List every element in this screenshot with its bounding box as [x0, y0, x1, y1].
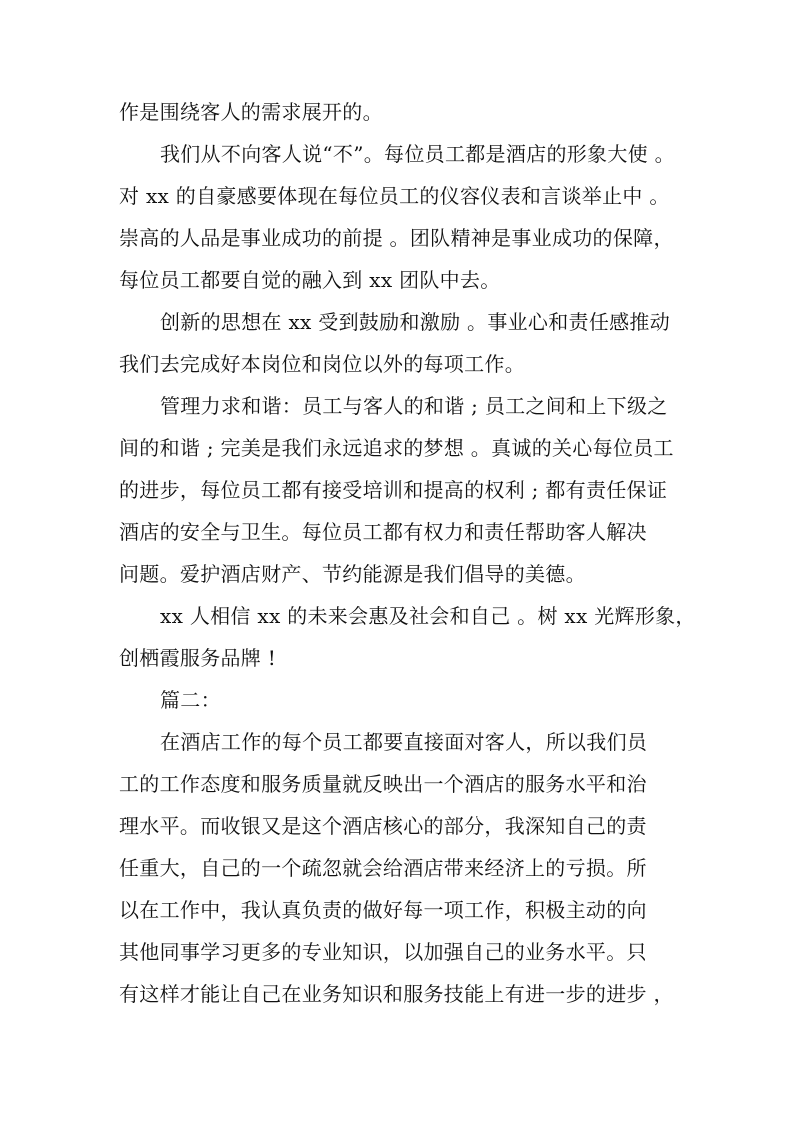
text-line: 我们去完成好本岗位和岗位以外的每项工作。 [119, 352, 525, 376]
text-line: xx 人相信 xx 的未来会惠及社会和自己 。树 xx 光辉形象， [160, 604, 696, 628]
text-line: 酒店的安全与卫生。每位员工都有权力和责任帮助客人解决 [119, 520, 647, 544]
text-line: 每位员工都要自觉的融入到 xx 团队中去。 [119, 268, 501, 292]
text-line: 其他同事学习更多的专业知识，以加强自己的业务水平。只 [119, 940, 647, 964]
text-line: 间的和谐 ; 完美是我们永远追求的梦想 。真诚的关心每位员工 [119, 436, 674, 460]
text-line: 对 xx 的自豪感要体现在每位员工的仪容仪表和言谈举止中 。 [119, 184, 670, 208]
text-line: 任重大，自己的一个疏忽就会给酒店带来经济上的亏损。所 [119, 856, 647, 880]
text-line: 崇高的人品是事业成功的前提 。团队精神是事业成功的保障， [119, 226, 674, 250]
text-line: 创新的思想在 xx 受到鼓励和激励 。事业心和责任感推动 [160, 310, 671, 334]
text-line: 理水平。而收银又是这个酒店核心的部分，我深知自己的责 [119, 814, 647, 838]
text-line: 的进步，每位员工都有接受培训和提高的权利 ; 都有责任保证 [119, 478, 668, 502]
text-line: 工的工作态度和服务质量就反映出一个酒店的服务水平和治 [119, 772, 647, 796]
text-line: 作是围绕客人的需求展开的。 [119, 100, 383, 124]
text-line: 在酒店工作的每个员工都要直接面对客人，所以我们员 [160, 730, 648, 754]
text-line: 管理力求和谐：员工与客人的和谐 ; 员工之间和上下级之 [160, 394, 668, 418]
section-heading: 篇二： [160, 688, 221, 712]
text-line: 我们从不向客人说“不”。每位员工都是酒店的形象大使 。 [160, 142, 675, 166]
text-line: 创栖霞服务品牌 ! [119, 646, 277, 670]
text-line: 问题。爱护酒店财产、节约能源是我们倡导的美德。 [119, 562, 586, 586]
text-line: 以在工作中，我认真负责的做好每一项工作，积极主动的向 [119, 898, 647, 922]
text-line: 有这样才能让自己在业务知识和服务技能上有进一步的进步 ， [119, 982, 674, 1006]
